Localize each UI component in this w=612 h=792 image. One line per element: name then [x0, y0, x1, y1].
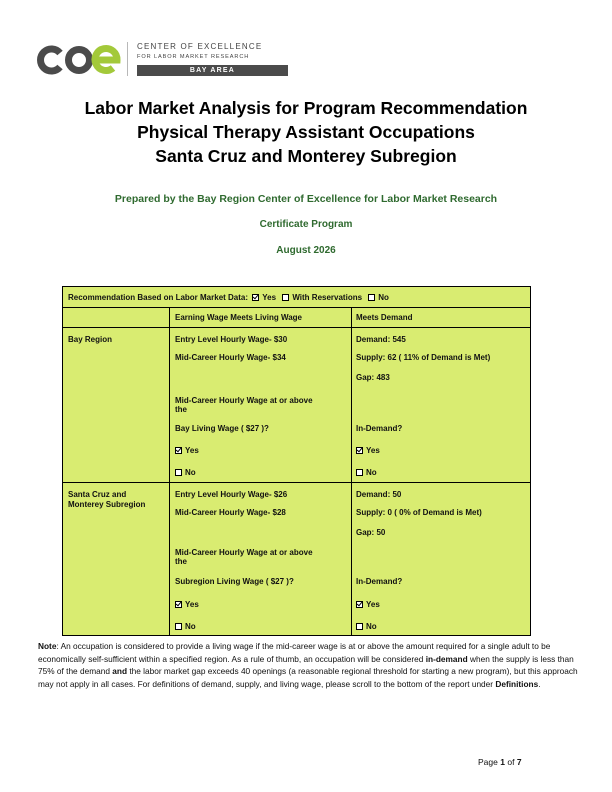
bay-supply: Supply: 62 ( 11% of Demand is Met)	[356, 353, 491, 362]
table-divider	[169, 307, 170, 636]
subregion-living-question-2: the	[175, 557, 187, 566]
note-in-demand: in-demand	[425, 653, 468, 664]
bay-demand: Demand: 545	[356, 335, 406, 344]
table-divider	[63, 327, 530, 328]
note-text-2: when the supply is less than 75% of the demand	[38, 653, 574, 677]
table-divider	[63, 307, 530, 308]
logo-badge: BAY AREA	[137, 65, 288, 76]
page-of: of	[507, 757, 515, 767]
bay-living-no-checkbox[interactable]	[175, 469, 182, 476]
recommendation-yes-label: Yes	[262, 293, 277, 302]
recommendation-label: Recommendation Based on Labor Market Data:	[68, 293, 249, 302]
note-paragraph	[38, 640, 578, 690]
bay-demand-yes-checkbox[interactable]	[356, 447, 363, 454]
bay-living-no-label: No	[185, 468, 196, 477]
bay-living-question-2: the	[175, 405, 187, 414]
subregion-gap: Gap: 50	[356, 528, 386, 537]
recommendation-table	[62, 286, 531, 636]
recommendation-yes-checkbox[interactable]	[252, 294, 259, 301]
recommendation-reservations-label: With Reservations	[292, 293, 363, 302]
subregion-living-no	[175, 622, 196, 631]
subregion-living-no-checkbox[interactable]	[175, 623, 182, 630]
logo-divider	[127, 42, 128, 76]
note-definitions-link[interactable]: Definitions	[495, 678, 539, 689]
page-label: Page	[478, 757, 498, 767]
page-number	[478, 757, 522, 767]
bay-in-demand-question: In-Demand?	[356, 424, 403, 433]
title-line-3: Santa Cruz and Monterey Subregion	[155, 146, 457, 166]
subregion-living-yes-checkbox[interactable]	[175, 601, 182, 608]
recommendation-no-label: No	[378, 293, 389, 302]
subregion-living-question-1: Mid-Career Hourly Wage at or above	[175, 548, 313, 557]
report-date: August 2026	[276, 245, 336, 256]
header-wage: Earning Wage Meets Living Wage	[175, 313, 302, 322]
note-and: and	[112, 666, 128, 677]
note-text-3: the labor market gap exceeds 40 openings (a reasonable regional threshold for starting a new program), but this approach may not apply in all cases. For definitions of demand, supply, and living wage, please scroll to the bottom of the report under	[38, 666, 578, 689]
bay-living-yes-label: Yes	[185, 446, 199, 455]
bay-demand-no-label: No	[366, 468, 377, 477]
program-type: Certificate Program	[259, 219, 353, 230]
bay-living-no	[175, 468, 196, 477]
bay-gap: Gap: 483	[356, 373, 390, 382]
subregion-demand-yes	[356, 600, 380, 609]
bay-entry-wage: Entry Level Hourly Wage- $30	[175, 335, 288, 344]
recommendation-row	[68, 293, 389, 302]
subregion-living-yes-label: Yes	[185, 600, 199, 609]
subregion-mid-wage: Mid-Career Hourly Wage- $28	[175, 508, 286, 517]
row-bay-region-label: Bay Region	[68, 335, 113, 344]
subregion-demand: Demand: 50	[356, 490, 402, 499]
bay-demand-no-checkbox[interactable]	[356, 469, 363, 476]
title-line-2: Physical Therapy Assistant Occupations	[137, 122, 475, 142]
subregion-in-demand-question: In-Demand?	[356, 577, 403, 586]
subregion-living-yes	[175, 600, 199, 609]
bay-demand-no	[356, 468, 377, 477]
bay-demand-yes-label: Yes	[366, 446, 380, 455]
note-label: Note	[38, 641, 57, 651]
bay-demand-yes	[356, 446, 380, 455]
page-total: 7	[516, 757, 522, 767]
coe-logo	[35, 40, 265, 80]
row-subregion-label-2: Monterey Subregion	[68, 500, 146, 509]
subregion-demand-yes-label: Yes	[366, 600, 380, 609]
table-divider	[351, 307, 352, 636]
bay-living-yes-checkbox[interactable]	[175, 447, 182, 454]
table-divider	[63, 482, 530, 483]
subregion-demand-no-label: No	[366, 622, 377, 631]
recommendation-no-checkbox[interactable]	[368, 294, 375, 301]
subregion-demand-no	[356, 622, 377, 631]
subregion-entry-wage: Entry Level Hourly Wage- $26	[175, 490, 288, 499]
note-text-1: : An occupation is considered to provide a living wage if the mid-career wage is at or above the amount required for a single adult to be economically self-sufficient within a specified region. As a rule of thumb, an occupation will be considered	[38, 641, 551, 664]
page-current: 1	[500, 757, 505, 767]
bay-mid-wage: Mid-Career Hourly Wage- $34	[175, 353, 286, 362]
subregion-demand-yes-checkbox[interactable]	[356, 601, 363, 608]
coe-logo-mark-icon	[35, 43, 125, 77]
logo-line-2: FOR LABOR MARKET RESEARCH	[137, 54, 250, 60]
subregion-living-no-label: No	[185, 622, 196, 631]
note-text-4: .	[538, 678, 541, 689]
recommendation-reservations-checkbox[interactable]	[282, 294, 289, 301]
title-line-1: Labor Market Analysis for Program Recommendation	[84, 98, 528, 118]
bay-living-question-1: Mid-Career Hourly Wage at or above	[175, 396, 313, 405]
header-demand: Meets Demand	[356, 313, 413, 322]
subregion-supply: Supply: 0 ( 0% of Demand is Met)	[356, 508, 482, 517]
bay-living-question-3: Bay Living Wage ( $27 )?	[175, 424, 269, 433]
report-title	[0, 96, 612, 168]
prepared-by: Prepared by the Bay Region Center of Excellence for Labor Market Research	[114, 193, 498, 205]
row-subregion-label-1: Santa Cruz and	[68, 490, 127, 499]
subregion-demand-no-checkbox[interactable]	[356, 623, 363, 630]
bay-living-yes	[175, 446, 199, 455]
subregion-living-question-3: Subregion Living Wage ( $27 )?	[175, 577, 294, 586]
logo-line-1: CENTER OF EXCELLENCE	[137, 42, 263, 51]
